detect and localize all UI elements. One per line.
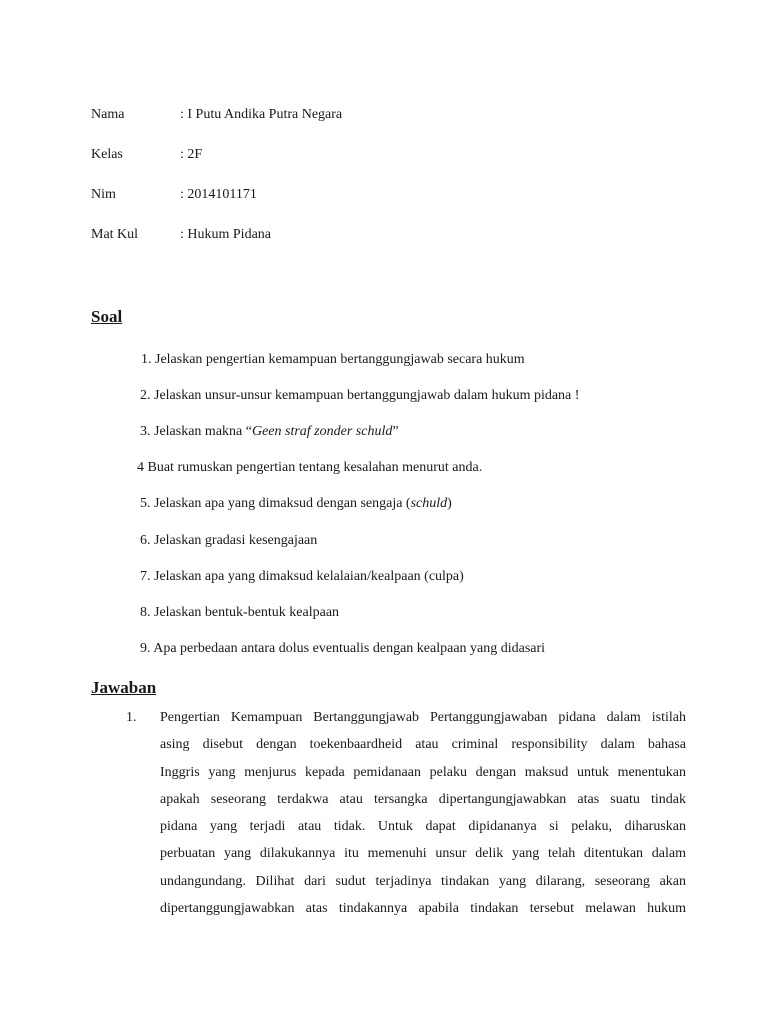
answer-line: dipertanggungjawabkan atas tindakannya apabila tindakan tersebut melawan hukum — [160, 901, 686, 917]
answer-line: Inggris yang menjurus kepada pemidanaan pelaku dengan maksud untuk menentukan — [160, 764, 686, 780]
question-3-suffix: ” — [392, 424, 399, 439]
question-7: 7. Jelaskan apa yang dimaksud kelalaian/kealpaan (culpa) — [140, 569, 464, 584]
answer-line: undangundang. Dilihat dari sudut terjadinya tindakan yang dilarang, seseorang akan — [160, 873, 686, 889]
jawaban-heading: Jawaban — [91, 678, 157, 697]
question-6: 6. Jelaskan gradasi kesengajaan — [140, 533, 318, 548]
answer-line: asing disebut dengan toekenbaardheid atau criminal responsibility dalam bahasa — [160, 737, 686, 753]
question-5-italic: schuld — [410, 496, 448, 511]
question-4: 4 Buat rumuskan pengertian tentang kesalahan menurut anda. — [137, 460, 483, 475]
answer-line: Pengertian Kemampuan Bertanggungjawab Pertanggungjawaban pidana dalam istilah — [160, 710, 686, 725]
matkul-row — [91, 226, 271, 244]
matkul-label: Mat Kul — [91, 227, 139, 242]
question-9: 9. Apa perbedaan antara dolus eventualis dengan kealpaan yang didasari — [140, 641, 546, 656]
question-3-italic: Geen straf zonder schuld — [251, 424, 393, 439]
question-3-prefix: 3. Jelaskan makna “ — [140, 424, 252, 439]
question-3 — [140, 423, 399, 441]
answer-line: apakah seseorang terdakwa atau tersangka dipertangungjawabkan atas suatu tindak — [160, 791, 686, 807]
kelas-label: Kelas — [91, 147, 123, 162]
question-2: 2. Jelaskan unsur-unsur kemampuan bertanggungjawab dalam hukum pidana ! — [140, 388, 580, 403]
nama-label: Nama — [91, 107, 125, 122]
question-1: 1. Jelaskan pengertian kemampuan bertanggungjawab secara hukum — [141, 352, 525, 367]
nim-label: Nim — [91, 187, 116, 202]
question-5-suffix: ) — [447, 496, 452, 511]
answer-1 — [126, 704, 686, 922]
nim-value: : 2014101171 — [180, 187, 257, 202]
question-5-prefix: 5. Jelaskan apa yang dimaksud dengan sengaja ( — [140, 496, 411, 511]
nim-row — [91, 186, 257, 204]
matkul-value: : Hukum Pidana — [180, 227, 271, 242]
kelas-value: : 2F — [180, 147, 203, 162]
question-5 — [140, 495, 452, 513]
nama-row — [91, 106, 342, 124]
answer-1-text — [160, 704, 686, 922]
kelas-row — [91, 146, 202, 164]
answer-1-number: 1. — [126, 710, 137, 725]
soal-heading: Soal — [91, 307, 123, 326]
nama-value: : I Putu Andika Putra Negara — [180, 107, 343, 122]
answer-line: pidana yang terjadi atau tidak. Untuk dapat dipidananya si pelaku, diharuskan — [160, 819, 686, 835]
question-8: 8. Jelaskan bentuk-bentuk kealpaan — [140, 605, 340, 620]
answer-line: perbuatan yang dilakukannya itu memenuhi unsur delik yang telah ditentukan dalam — [160, 846, 686, 862]
